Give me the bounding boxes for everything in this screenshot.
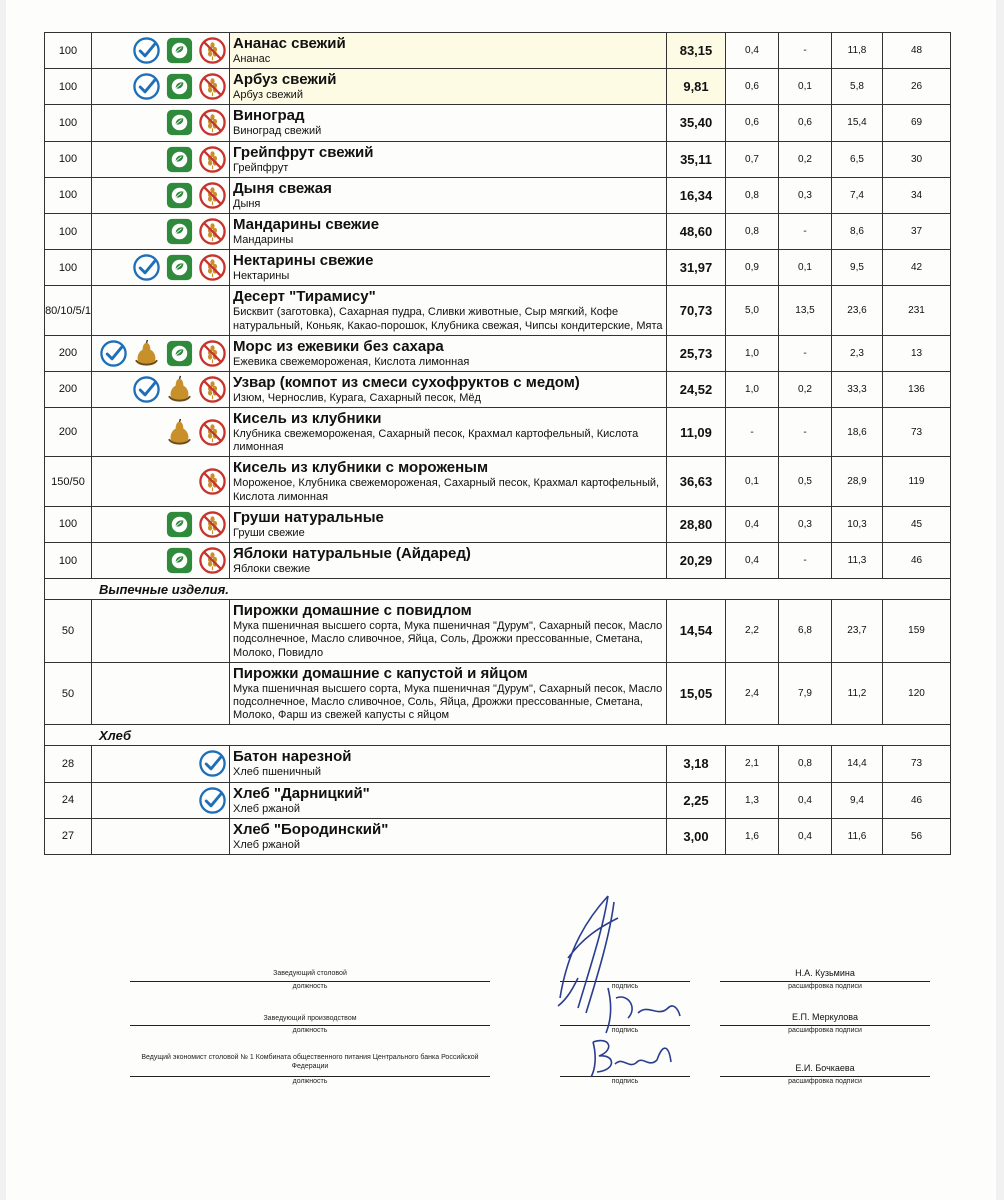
portion-cell: 100 bbox=[45, 543, 92, 579]
carbs-cell: 23,6 bbox=[832, 286, 883, 335]
carbs-cell: 33,3 bbox=[832, 371, 883, 407]
protein-cell: 0,9 bbox=[726, 250, 779, 286]
diet-icons-cell bbox=[92, 457, 230, 506]
menu-row bbox=[45, 506, 951, 542]
calories-cell: 42 bbox=[883, 250, 951, 286]
carbs-cell: 6,5 bbox=[832, 141, 883, 177]
signature-caption-2: подпись bbox=[611, 1027, 639, 1034]
price-cell: 83,15 bbox=[667, 33, 726, 69]
price-cell: 11,09 bbox=[667, 408, 726, 457]
menu-row bbox=[45, 105, 951, 141]
portion-cell: 27 bbox=[45, 818, 92, 854]
diet-icons-cell bbox=[92, 818, 230, 854]
sugar-free-icon bbox=[132, 339, 161, 368]
calories-cell: 46 bbox=[883, 543, 951, 579]
menu-row bbox=[45, 600, 951, 663]
sugar-free-icon bbox=[165, 375, 194, 404]
dish-ingredients: Хлеб ржаной bbox=[233, 802, 301, 815]
diet-icons-cell bbox=[92, 335, 230, 371]
calories-cell: 73 bbox=[883, 408, 951, 457]
diet-icons-cell bbox=[92, 177, 230, 213]
dish-cell bbox=[230, 506, 667, 542]
dish-ingredients: Хлеб пшеничный bbox=[233, 766, 322, 779]
dish-cell bbox=[230, 600, 667, 663]
diet-icons bbox=[92, 786, 229, 815]
handwritten-signature-2 bbox=[598, 978, 688, 1038]
dish-cell bbox=[230, 782, 667, 818]
carbs-cell: 15,4 bbox=[832, 105, 883, 141]
vegetarian-icon bbox=[165, 546, 194, 575]
dish-cell bbox=[230, 33, 667, 69]
section-title: Выпечные изделия. bbox=[45, 579, 951, 600]
calories-cell: 119 bbox=[883, 457, 951, 506]
section-title: Хлеб bbox=[45, 725, 951, 746]
protein-cell: 0,4 bbox=[726, 33, 779, 69]
dish-cell bbox=[230, 371, 667, 407]
dish-cell bbox=[230, 213, 667, 249]
diet-icons-cell bbox=[92, 662, 230, 725]
gluten-free-icon bbox=[198, 72, 227, 101]
carbs-cell: 11,8 bbox=[832, 33, 883, 69]
diet-icons bbox=[92, 418, 229, 447]
dish-name: Морс из ежевики без сахара bbox=[233, 337, 444, 355]
protein-cell: 0,8 bbox=[726, 177, 779, 213]
calories-cell: 37 bbox=[883, 213, 951, 249]
dish-ingredients: Яблоки свежие bbox=[233, 563, 311, 575]
sugar-free-icon bbox=[165, 418, 194, 447]
portion-cell: 100 bbox=[45, 177, 92, 213]
menu-row bbox=[45, 746, 951, 782]
menu-row bbox=[45, 250, 951, 286]
vegetarian-icon bbox=[165, 181, 194, 210]
dish-ingredients: Мороженое, Клубника свежемороженая, Сахарный песок, Крахмал картофельный, Кислота лимонная bbox=[233, 477, 660, 503]
price-cell: 70,73 bbox=[667, 286, 726, 335]
carbs-cell: 11,6 bbox=[832, 818, 883, 854]
dish-cell bbox=[230, 662, 667, 725]
gluten-free-icon bbox=[198, 217, 227, 246]
fat-cell: 6,8 bbox=[779, 600, 832, 663]
handwritten-signature-3 bbox=[585, 1032, 680, 1082]
signer-name-1: Н.А. Кузьмина bbox=[795, 968, 855, 978]
dish-ingredients: Груши свежие bbox=[233, 526, 305, 539]
portion-cell: 150/50 bbox=[45, 457, 92, 506]
price-cell: 31,97 bbox=[667, 250, 726, 286]
menu-row bbox=[45, 818, 951, 854]
protein-cell: 5,0 bbox=[726, 286, 779, 335]
price-cell: 24,52 bbox=[667, 371, 726, 407]
calories-cell: 159 bbox=[883, 600, 951, 663]
fat-cell: 13,5 bbox=[779, 286, 832, 335]
menu-row bbox=[45, 782, 951, 818]
dish-name: Груши натуральные bbox=[233, 508, 384, 526]
signature-caption-3: подпись bbox=[611, 1078, 639, 1085]
portion-cell: 100 bbox=[45, 105, 92, 141]
diet-icons-cell bbox=[92, 543, 230, 579]
decode-caption-3: расшифровка подписи bbox=[788, 1078, 862, 1085]
menu-row bbox=[45, 457, 951, 506]
dish-name: Узвар (компот из смеси сухофруктов с медом) bbox=[233, 373, 580, 391]
fat-cell: 0,4 bbox=[779, 818, 832, 854]
vegetarian-icon bbox=[165, 217, 194, 246]
calories-cell: 46 bbox=[883, 782, 951, 818]
signature-block bbox=[0, 950, 1004, 1200]
check-icon bbox=[132, 375, 161, 404]
diet-icons bbox=[92, 145, 229, 174]
diet-icons bbox=[92, 217, 229, 246]
portion-cell: 50 bbox=[45, 600, 92, 663]
fat-cell: 0,8 bbox=[779, 746, 832, 782]
menu-row bbox=[45, 371, 951, 407]
dish-name: Хлеб "Дарницкий" bbox=[233, 784, 370, 802]
portion-cell: 100 bbox=[45, 141, 92, 177]
section-header-row bbox=[45, 579, 951, 600]
fat-cell: 0,4 bbox=[779, 782, 832, 818]
menu-row bbox=[45, 69, 951, 105]
menu-row bbox=[45, 408, 951, 457]
menu-row bbox=[45, 662, 951, 725]
decode-line-3 bbox=[720, 1076, 930, 1077]
dish-ingredients: Мандарины bbox=[233, 233, 294, 246]
vegetarian-icon bbox=[165, 339, 194, 368]
menu-table bbox=[44, 32, 951, 855]
price-cell: 35,40 bbox=[667, 105, 726, 141]
dish-ingredients: Ежевика свежемороженая, Кислота лимонная bbox=[233, 355, 470, 368]
protein-cell: 0,4 bbox=[726, 543, 779, 579]
check-icon bbox=[132, 36, 161, 65]
diet-icons bbox=[92, 72, 229, 101]
carbs-cell: 23,7 bbox=[832, 600, 883, 663]
portion-cell: 100 bbox=[45, 213, 92, 249]
protein-cell: 1,0 bbox=[726, 371, 779, 407]
vegetarian-icon bbox=[165, 72, 194, 101]
menu-row bbox=[45, 543, 951, 579]
portion-cell: 100 bbox=[45, 33, 92, 69]
calories-cell: 231 bbox=[883, 286, 951, 335]
decode-caption-1: расшифровка подписи bbox=[788, 983, 862, 990]
position-caption-2: должность bbox=[292, 1027, 328, 1034]
diet-icons bbox=[92, 749, 229, 778]
price-cell: 14,54 bbox=[667, 600, 726, 663]
dish-cell bbox=[230, 177, 667, 213]
diet-icons-cell bbox=[92, 250, 230, 286]
diet-icons-cell bbox=[92, 213, 230, 249]
diet-icons bbox=[92, 339, 229, 368]
position-caption-1: должность bbox=[292, 983, 328, 990]
portion-cell: 50 bbox=[45, 662, 92, 725]
carbs-cell: 2,3 bbox=[832, 335, 883, 371]
fat-cell: - bbox=[779, 33, 832, 69]
protein-cell: 1,3 bbox=[726, 782, 779, 818]
signature-caption-1: подпись bbox=[611, 983, 639, 990]
calories-cell: 34 bbox=[883, 177, 951, 213]
check-icon bbox=[99, 339, 128, 368]
dish-cell bbox=[230, 746, 667, 782]
diet-icons-cell bbox=[92, 33, 230, 69]
price-cell: 15,05 bbox=[667, 662, 726, 725]
diet-icons-cell bbox=[92, 141, 230, 177]
calories-cell: 136 bbox=[883, 371, 951, 407]
gluten-free-icon bbox=[198, 339, 227, 368]
portion-cell: 28 bbox=[45, 746, 92, 782]
menu-row bbox=[45, 177, 951, 213]
portion-cell: 200 bbox=[45, 371, 92, 407]
dish-name: Батон нарезной bbox=[233, 748, 352, 766]
carbs-cell: 14,4 bbox=[832, 746, 883, 782]
dish-name: Арбуз свежий bbox=[233, 71, 337, 89]
fat-cell: - bbox=[779, 408, 832, 457]
gluten-free-icon bbox=[198, 467, 227, 496]
gluten-free-icon bbox=[198, 418, 227, 447]
decode-line-2 bbox=[720, 1025, 930, 1026]
price-cell: 28,80 bbox=[667, 506, 726, 542]
menu-row bbox=[45, 335, 951, 371]
dish-name: Пирожки домашние с повидлом bbox=[233, 602, 472, 620]
protein-cell: 0,1 bbox=[726, 457, 779, 506]
gluten-free-icon bbox=[198, 375, 227, 404]
decode-line-1 bbox=[720, 981, 930, 982]
diet-icons bbox=[92, 467, 229, 496]
protein-cell: 0,8 bbox=[726, 213, 779, 249]
vegetarian-icon bbox=[165, 253, 194, 282]
gluten-free-icon bbox=[198, 510, 227, 539]
dish-cell bbox=[230, 335, 667, 371]
dish-cell bbox=[230, 69, 667, 105]
dish-ingredients: Мука пшеничная высшего сорта, Мука пшеничная "Дурум", Сахарный песок, Масло подсолнечное, Масло сливочное, Яйца, Соль, Дрожжи прессованные, Сметана, Молоко, Повидло bbox=[233, 620, 663, 659]
dish-cell bbox=[230, 286, 667, 335]
calories-cell: 48 bbox=[883, 33, 951, 69]
dish-ingredients: Дыня bbox=[233, 197, 261, 210]
fat-cell: - bbox=[779, 213, 832, 249]
section-header-row bbox=[45, 725, 951, 746]
portion-cell: 200 bbox=[45, 408, 92, 457]
calories-cell: 69 bbox=[883, 105, 951, 141]
carbs-cell: 8,6 bbox=[832, 213, 883, 249]
protein-cell: 1,6 bbox=[726, 818, 779, 854]
position-title-3: Ведущий экономист столовой № 1 Комбината общественного питания Центрального банка Российской Федерации bbox=[141, 1054, 479, 1070]
carbs-cell: 9,5 bbox=[832, 250, 883, 286]
price-cell: 2,25 bbox=[667, 782, 726, 818]
price-cell: 16,34 bbox=[667, 177, 726, 213]
diet-icons bbox=[92, 375, 229, 404]
dish-name: Хлеб "Бородинский" bbox=[233, 820, 389, 838]
dish-ingredients: Ананас bbox=[233, 53, 271, 65]
menu-row bbox=[45, 213, 951, 249]
position-caption-3: должность bbox=[292, 1078, 328, 1085]
position-title-1: Заведующий столовой bbox=[273, 970, 347, 977]
price-cell: 3,18 bbox=[667, 746, 726, 782]
vegetarian-icon bbox=[165, 145, 194, 174]
price-cell: 36,63 bbox=[667, 457, 726, 506]
portion-cell: 80/10/5/1 bbox=[45, 286, 92, 335]
vegetarian-icon bbox=[165, 36, 194, 65]
menu-row bbox=[45, 33, 951, 69]
price-cell: 48,60 bbox=[667, 213, 726, 249]
gluten-free-icon bbox=[198, 145, 227, 174]
diet-icons-cell bbox=[92, 746, 230, 782]
check-icon bbox=[132, 253, 161, 282]
fat-cell: 0,2 bbox=[779, 141, 832, 177]
calories-cell: 56 bbox=[883, 818, 951, 854]
position-line-3 bbox=[130, 1076, 490, 1077]
fat-cell: 0,1 bbox=[779, 250, 832, 286]
carbs-cell: 28,9 bbox=[832, 457, 883, 506]
signer-name-3: Е.И. Бочкаева bbox=[795, 1063, 855, 1073]
protein-cell: 0,7 bbox=[726, 141, 779, 177]
fat-cell: 0,5 bbox=[779, 457, 832, 506]
dish-name: Нектарины свежие bbox=[233, 252, 374, 270]
calories-cell: 120 bbox=[883, 662, 951, 725]
dish-ingredients: Клубника свежемороженая, Сахарный песок, Крахмал картофельный, Кислота лимонная bbox=[233, 428, 639, 454]
signer-name-2: Е.П. Меркулова bbox=[792, 1012, 858, 1022]
protein-cell: 2,4 bbox=[726, 662, 779, 725]
dish-ingredients: Арбуз свежий bbox=[233, 89, 303, 102]
position-line-1 bbox=[130, 981, 490, 982]
protein-cell: 0,6 bbox=[726, 105, 779, 141]
diet-icons-cell bbox=[92, 782, 230, 818]
carbs-cell: 11,3 bbox=[832, 543, 883, 579]
calories-cell: 26 bbox=[883, 69, 951, 105]
diet-icons bbox=[92, 108, 229, 137]
menu-row bbox=[45, 286, 951, 335]
price-cell: 3,00 bbox=[667, 818, 726, 854]
portion-cell: 100 bbox=[45, 69, 92, 105]
gluten-free-icon bbox=[198, 108, 227, 137]
check-icon bbox=[198, 786, 227, 815]
decode-caption-2: расшифровка подписи bbox=[788, 1027, 862, 1034]
protein-cell: 2,2 bbox=[726, 600, 779, 663]
diet-icons-cell bbox=[92, 286, 230, 335]
position-line-2 bbox=[130, 1025, 490, 1026]
diet-icons bbox=[92, 253, 229, 282]
price-cell: 35,11 bbox=[667, 141, 726, 177]
fat-cell: 0,3 bbox=[779, 177, 832, 213]
calories-cell: 73 bbox=[883, 746, 951, 782]
fat-cell: 0,2 bbox=[779, 371, 832, 407]
calories-cell: 30 bbox=[883, 141, 951, 177]
menu-row bbox=[45, 141, 951, 177]
price-cell: 20,29 bbox=[667, 543, 726, 579]
calories-cell: 13 bbox=[883, 335, 951, 371]
price-cell: 9,81 bbox=[667, 69, 726, 105]
dish-ingredients: Грейпфрут bbox=[233, 161, 289, 174]
dish-cell bbox=[230, 457, 667, 506]
dish-ingredients: Бисквит (заготовка), Сахарная пудра, Сливки животные, Сыр мягкий, Кофе натуральный, Коньяк, Какао-порошок, Клубника свежая, Чипсы кондитерские, Мята bbox=[233, 306, 663, 332]
dish-cell bbox=[230, 818, 667, 854]
dish-cell bbox=[230, 105, 667, 141]
protein-cell: 1,0 bbox=[726, 335, 779, 371]
portion-cell: 100 bbox=[45, 250, 92, 286]
diet-icons bbox=[92, 181, 229, 210]
diet-icons-cell bbox=[92, 600, 230, 663]
dish-ingredients: Изюм, Чернослив, Курага, Сахарный песок, Мёд bbox=[233, 391, 481, 404]
fat-cell: 0,6 bbox=[779, 105, 832, 141]
position-title-2: Заведующий производством bbox=[263, 1015, 357, 1022]
price-cell: 25,73 bbox=[667, 335, 726, 371]
protein-cell: 0,6 bbox=[726, 69, 779, 105]
fat-cell: 0,3 bbox=[779, 506, 832, 542]
dish-name: Ананас свежий bbox=[233, 35, 346, 52]
carbs-cell: 18,6 bbox=[832, 408, 883, 457]
dish-name: Кисель из клубники с мороженым bbox=[233, 459, 489, 477]
carbs-cell: 7,4 bbox=[832, 177, 883, 213]
diet-icons bbox=[92, 36, 229, 65]
calories-cell: 45 bbox=[883, 506, 951, 542]
fat-cell: - bbox=[779, 543, 832, 579]
portion-cell: 24 bbox=[45, 782, 92, 818]
portion-cell: 200 bbox=[45, 335, 92, 371]
vegetarian-icon bbox=[165, 108, 194, 137]
dish-name: Виноград bbox=[233, 107, 305, 125]
diet-icons-cell bbox=[92, 105, 230, 141]
dish-name: Кисель из клубники bbox=[233, 410, 382, 428]
fat-cell: 0,1 bbox=[779, 69, 832, 105]
dish-name: Мандарины свежие bbox=[233, 215, 380, 233]
protein-cell: - bbox=[726, 408, 779, 457]
gluten-free-icon bbox=[198, 253, 227, 282]
carbs-cell: 10,3 bbox=[832, 506, 883, 542]
fat-cell: 7,9 bbox=[779, 662, 832, 725]
dish-ingredients: Хлеб ржаной bbox=[233, 838, 301, 851]
diet-icons-cell bbox=[92, 371, 230, 407]
dish-name: Пирожки домашние с капустой и яйцом bbox=[233, 664, 528, 682]
fat-cell: - bbox=[779, 335, 832, 371]
diet-icons-cell bbox=[92, 69, 230, 105]
dish-ingredients: Виноград свежий bbox=[233, 125, 322, 138]
gluten-free-icon bbox=[198, 546, 227, 575]
dish-cell bbox=[230, 141, 667, 177]
diet-icons bbox=[92, 546, 229, 575]
dish-cell bbox=[230, 543, 667, 579]
check-icon bbox=[198, 749, 227, 778]
carbs-cell: 5,8 bbox=[832, 69, 883, 105]
dish-ingredients: Мука пшеничная высшего сорта, Мука пшеничная "Дурум", Сахарный песок, Масло подсолнечное, Масло сливочное, Соль, Яйца, Дрожжи прессованные, Сметана, Молоко, Фарш из свежей капусты с яйцом bbox=[233, 682, 663, 722]
portion-cell: 100 bbox=[45, 506, 92, 542]
dish-ingredients: Нектарины bbox=[233, 270, 290, 283]
diet-icons-cell bbox=[92, 408, 230, 457]
dish-name: Грейпфрут свежий bbox=[233, 143, 374, 161]
carbs-cell: 11,2 bbox=[832, 662, 883, 725]
protein-cell: 2,1 bbox=[726, 746, 779, 782]
diet-icons bbox=[92, 510, 229, 539]
protein-cell: 0,4 bbox=[726, 506, 779, 542]
dish-name: Дыня свежая bbox=[233, 179, 332, 197]
vegetarian-icon bbox=[165, 510, 194, 539]
dish-cell bbox=[230, 408, 667, 457]
dish-name: Яблоки натуральные (Айдаред) bbox=[233, 545, 471, 562]
carbs-cell: 9,4 bbox=[832, 782, 883, 818]
dish-name: Десерт "Тирамису" bbox=[233, 288, 376, 306]
check-icon bbox=[132, 72, 161, 101]
dish-cell bbox=[230, 250, 667, 286]
gluten-free-icon bbox=[198, 36, 227, 65]
diet-icons-cell bbox=[92, 506, 230, 542]
gluten-free-icon bbox=[198, 181, 227, 210]
